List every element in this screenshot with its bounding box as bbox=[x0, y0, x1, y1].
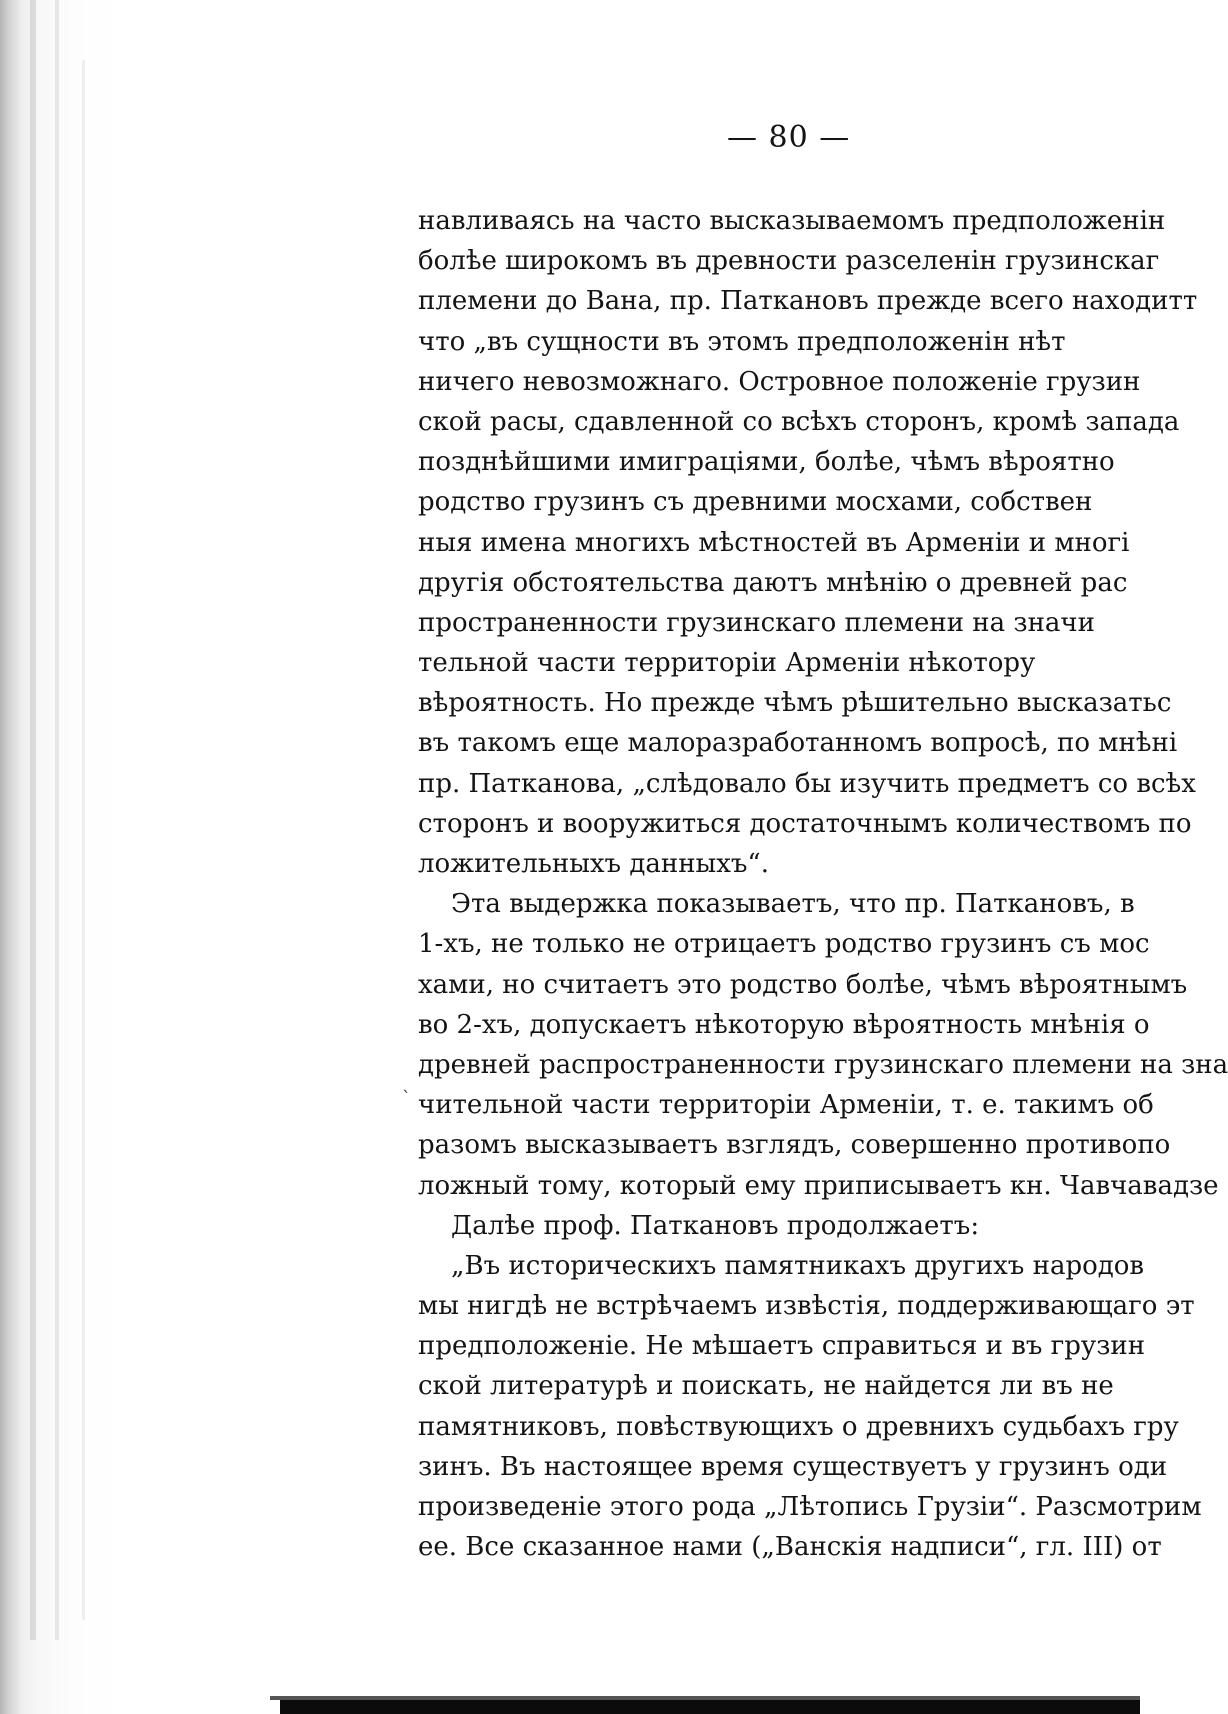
text-line: ничего невозможнаго. Островное положеніе грузин bbox=[418, 366, 1141, 397]
text-line: навливаясь на часто высказываемомъ предположенін bbox=[418, 206, 1166, 236]
text-line: болѣе широкомъ въ древности разселенін грузинскаг bbox=[418, 246, 1160, 277]
text-line: чительной части территоріи Арменіи, т. е. такимъ об bbox=[418, 1090, 1154, 1121]
text-line: ложительныхъ данныхъ“. bbox=[418, 849, 769, 879]
text-line: ложный тому, который ему приписываетъ кн. Чавчавадзе bbox=[418, 1170, 1219, 1201]
margin-mark: ` bbox=[402, 1088, 411, 1109]
gutter-streak bbox=[30, 0, 36, 1640]
text-line: произведеніе этого рода „Лѣтопись Грузіи“. Разсмотрим bbox=[418, 1492, 1202, 1522]
text-line: памятниковъ, повѣствующихъ о древнихъ судьбахъ гру bbox=[418, 1411, 1179, 1442]
text-line: племени до Вана, пр. Паткановъ прежде всего находитт bbox=[418, 286, 1198, 317]
text-line: хами, но считаетъ это родство болѣе, чѣмъ вѣроятнымъ bbox=[418, 969, 1188, 1000]
text-line: ныя имена многихъ мѣстностей въ Арменіи и многі bbox=[418, 527, 1130, 558]
page-number: — 80 — bbox=[727, 120, 851, 155]
text-line: пр. Патканова, „слѣдовало бы изучить предметъ со всѣх bbox=[418, 768, 1196, 799]
text-line: ской литературѣ и поискать, не найдется ли въ не bbox=[418, 1371, 1114, 1402]
text-line: 1-хъ, не только не отрицаетъ родство грузинъ съ мос bbox=[418, 929, 1150, 960]
text-line: позднѣйшими имиграціями, болѣе, чѣмъ вѣроятно bbox=[418, 447, 1115, 478]
gutter-streak bbox=[55, 0, 59, 1640]
text-line: вѣроятность. Но прежде чѣмъ рѣшительно высказатьс bbox=[418, 688, 1172, 719]
text-line: въ такомъ еще малоразработанномъ вопросѣ, по мнѣні bbox=[418, 728, 1178, 759]
text-line: Далѣе проф. Паткановъ продолжаетъ: bbox=[418, 1210, 980, 1241]
text-line: родство грузинъ съ древними мосхами, собствен bbox=[418, 487, 1093, 518]
text-line: ской расы, сдавленной со всѣхъ сторонъ, кромѣ запада bbox=[418, 406, 1180, 437]
text-line: древней распространенности грузинскаго племени на зна bbox=[418, 1049, 1228, 1080]
text-line: во 2-хъ, допускаетъ нѣкоторую вѣроятность мнѣнія о bbox=[418, 1009, 1150, 1040]
text-line: тельной части территоріи Арменіи нѣкотору bbox=[418, 648, 1036, 679]
text-line: „Въ историческихъ памятникахъ другихъ народов bbox=[418, 1250, 1145, 1281]
text-line: сторонъ и вооружиться достаточнымъ количествомъ по bbox=[418, 808, 1192, 839]
text-line: другія обстоятельства даютъ мнѣнію о древней рас bbox=[418, 567, 1128, 598]
text-line: ее. Все сказанное нами („Ванскія надписи“, гл. III) от bbox=[418, 1532, 1162, 1563]
gutter-streak bbox=[82, 60, 85, 1620]
text-line: пространенности грузинскаго племени на значи bbox=[418, 607, 1095, 638]
text-line: мы нигдѣ не встрѣчаемъ извѣстія, поддерживающаго эт bbox=[418, 1291, 1195, 1322]
text-line: предположеніе. Не мѣшаетъ справиться и въ грузин bbox=[418, 1331, 1146, 1362]
text-line: Эта выдержка показываетъ, что пр. Паткановъ, в bbox=[418, 889, 1135, 920]
scan-bottom-bar bbox=[280, 1700, 1140, 1714]
text-line: зинъ. Въ настоящее время существуетъ у грузинъ оди bbox=[418, 1451, 1168, 1482]
text-line: разомъ высказываетъ взглядъ, совершенно противопо bbox=[418, 1130, 1171, 1161]
body-text bbox=[418, 201, 1228, 1567]
text-line: что „въ сущности въ этомъ предположенін нѣт bbox=[418, 326, 1066, 357]
page-gutter-shadow bbox=[0, 0, 120, 1714]
